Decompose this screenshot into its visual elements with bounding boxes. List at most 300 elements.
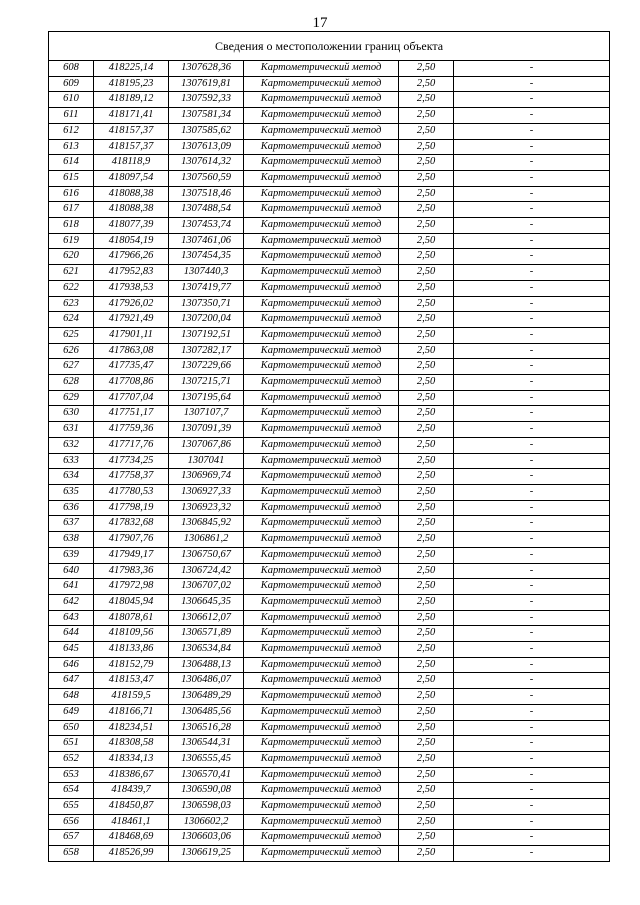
method-cell: Картометрический метод	[244, 170, 399, 186]
point-number-cell: 653	[49, 767, 94, 783]
y-coordinate-cell: 1307229,66	[169, 359, 244, 375]
y-coordinate-cell: 1307067,86	[169, 437, 244, 453]
accuracy-cell: 2,50	[399, 359, 454, 375]
table-row	[49, 155, 610, 171]
table-row	[49, 422, 610, 438]
point-number-cell: 619	[49, 233, 94, 249]
method-cell: Картометрический метод	[244, 312, 399, 328]
table-row	[49, 359, 610, 375]
method-cell: Картометрический метод	[244, 218, 399, 234]
table-row	[49, 767, 610, 783]
x-coordinate-cell: 417938,53	[94, 280, 169, 296]
table-row	[49, 202, 610, 218]
y-coordinate-cell: 1307195,64	[169, 390, 244, 406]
table-row	[49, 170, 610, 186]
y-coordinate-cell: 1306707,02	[169, 579, 244, 595]
method-cell: Картометрический метод	[244, 484, 399, 500]
table-row	[49, 642, 610, 658]
method-cell: Картометрический метод	[244, 720, 399, 736]
accuracy-cell: 2,50	[399, 233, 454, 249]
point-number-cell: 621	[49, 265, 94, 281]
table-row	[49, 516, 610, 532]
table-row	[49, 312, 610, 328]
y-coordinate-cell: 1306602,2	[169, 814, 244, 830]
method-cell: Картометрический метод	[244, 76, 399, 92]
x-coordinate-cell: 418189,12	[94, 92, 169, 108]
table-row	[49, 579, 610, 595]
table-row	[49, 186, 610, 202]
x-coordinate-cell: 418195,23	[94, 76, 169, 92]
description-cell: -	[454, 516, 610, 532]
y-coordinate-cell: 1306861,2	[169, 532, 244, 548]
y-coordinate-cell: 1306598,03	[169, 799, 244, 815]
description-cell: -	[454, 689, 610, 705]
method-cell: Картометрический метод	[244, 406, 399, 422]
description-cell: -	[454, 233, 610, 249]
method-cell: Картометрический метод	[244, 265, 399, 281]
y-coordinate-cell: 1306485,56	[169, 704, 244, 720]
accuracy-cell: 2,50	[399, 814, 454, 830]
table-row	[49, 76, 610, 92]
method-cell: Картометрический метод	[244, 61, 399, 77]
method-cell: Картометрический метод	[244, 469, 399, 485]
x-coordinate-cell: 418439,7	[94, 783, 169, 799]
point-number-cell: 609	[49, 76, 94, 92]
table-row	[49, 547, 610, 563]
point-number-cell: 655	[49, 799, 94, 815]
table-row	[49, 484, 610, 500]
description-cell: -	[454, 390, 610, 406]
y-coordinate-cell: 1307215,71	[169, 375, 244, 391]
y-coordinate-cell: 1307488,54	[169, 202, 244, 218]
accuracy-cell: 2,50	[399, 484, 454, 500]
description-cell: -	[454, 296, 610, 312]
accuracy-cell: 2,50	[399, 422, 454, 438]
x-coordinate-cell: 417921,49	[94, 312, 169, 328]
point-number-cell: 658	[49, 846, 94, 862]
point-number-cell: 633	[49, 453, 94, 469]
description-cell: -	[454, 108, 610, 124]
accuracy-cell: 2,50	[399, 704, 454, 720]
page-number: 17	[312, 15, 328, 31]
table-row	[49, 736, 610, 752]
accuracy-cell: 2,50	[399, 453, 454, 469]
x-coordinate-cell: 417972,98	[94, 579, 169, 595]
table-row	[49, 814, 610, 830]
point-number-cell: 643	[49, 610, 94, 626]
accuracy-cell: 2,50	[399, 516, 454, 532]
accuracy-cell: 2,50	[399, 657, 454, 673]
point-number-cell: 616	[49, 186, 94, 202]
point-number-cell: 610	[49, 92, 94, 108]
description-cell: -	[454, 202, 610, 218]
x-coordinate-cell: 418097,54	[94, 170, 169, 186]
x-coordinate-cell: 417952,83	[94, 265, 169, 281]
point-number-cell: 622	[49, 280, 94, 296]
table-row	[49, 375, 610, 391]
table-row	[49, 720, 610, 736]
table-row	[49, 704, 610, 720]
description-cell: -	[454, 673, 610, 689]
description-cell: -	[454, 736, 610, 752]
table-row	[49, 406, 610, 422]
point-number-cell: 649	[49, 704, 94, 720]
description-cell: -	[454, 484, 610, 500]
accuracy-cell: 2,50	[399, 170, 454, 186]
table-row	[49, 469, 610, 485]
y-coordinate-cell: 1306486,07	[169, 673, 244, 689]
method-cell: Картометрический метод	[244, 830, 399, 846]
y-coordinate-cell: 1306612,07	[169, 610, 244, 626]
x-coordinate-cell: 417717,76	[94, 437, 169, 453]
table-row	[49, 92, 610, 108]
x-coordinate-cell: 417734,25	[94, 453, 169, 469]
table-row	[49, 846, 610, 862]
point-number-cell: 630	[49, 406, 94, 422]
y-coordinate-cell: 1306927,33	[169, 484, 244, 500]
table-row	[49, 689, 610, 705]
y-coordinate-cell: 1306923,32	[169, 500, 244, 516]
table-row	[49, 830, 610, 846]
boundary-coordinates-table	[48, 31, 610, 862]
description-cell: -	[454, 437, 610, 453]
accuracy-cell: 2,50	[399, 846, 454, 862]
accuracy-cell: 2,50	[399, 626, 454, 642]
table-row	[49, 139, 610, 155]
description-cell: -	[454, 532, 610, 548]
accuracy-cell: 2,50	[399, 327, 454, 343]
method-cell: Картометрический метод	[244, 689, 399, 705]
method-cell: Картометрический метод	[244, 453, 399, 469]
accuracy-cell: 2,50	[399, 736, 454, 752]
accuracy-cell: 2,50	[399, 390, 454, 406]
description-cell: -	[454, 563, 610, 579]
x-coordinate-cell: 418308,58	[94, 736, 169, 752]
y-coordinate-cell: 1307041	[169, 453, 244, 469]
point-number-cell: 614	[49, 155, 94, 171]
y-coordinate-cell: 1307461,06	[169, 233, 244, 249]
accuracy-cell: 2,50	[399, 61, 454, 77]
method-cell: Картометрический метод	[244, 123, 399, 139]
table-row	[49, 108, 610, 124]
point-number-cell: 641	[49, 579, 94, 595]
method-cell: Картометрический метод	[244, 751, 399, 767]
description-cell: -	[454, 830, 610, 846]
method-cell: Картометрический метод	[244, 579, 399, 595]
y-coordinate-cell: 1306724,42	[169, 563, 244, 579]
description-cell: -	[454, 657, 610, 673]
point-number-cell: 646	[49, 657, 94, 673]
method-cell: Картометрический метод	[244, 343, 399, 359]
table-row	[49, 453, 610, 469]
point-number-cell: 642	[49, 594, 94, 610]
table-row	[49, 500, 610, 516]
table-row	[49, 594, 610, 610]
method-cell: Картометрический метод	[244, 280, 399, 296]
point-number-cell: 637	[49, 516, 94, 532]
method-cell: Картометрический метод	[244, 657, 399, 673]
method-cell: Картометрический метод	[244, 547, 399, 563]
y-coordinate-cell: 1306590,08	[169, 783, 244, 799]
description-cell: -	[454, 312, 610, 328]
description-cell: -	[454, 170, 610, 186]
method-cell: Картометрический метод	[244, 375, 399, 391]
accuracy-cell: 2,50	[399, 673, 454, 689]
method-cell: Картометрический метод	[244, 767, 399, 783]
point-number-cell: 624	[49, 312, 94, 328]
accuracy-cell: 2,50	[399, 312, 454, 328]
method-cell: Картометрический метод	[244, 327, 399, 343]
y-coordinate-cell: 1307585,62	[169, 123, 244, 139]
point-number-cell: 644	[49, 626, 94, 642]
table-row	[49, 280, 610, 296]
x-coordinate-cell: 418468,69	[94, 830, 169, 846]
x-coordinate-cell: 417949,17	[94, 547, 169, 563]
method-cell: Картометрический метод	[244, 814, 399, 830]
description-cell: -	[454, 751, 610, 767]
description-cell: -	[454, 814, 610, 830]
method-cell: Картометрический метод	[244, 626, 399, 642]
x-coordinate-cell: 417708,86	[94, 375, 169, 391]
y-coordinate-cell: 1306750,67	[169, 547, 244, 563]
point-number-cell: 650	[49, 720, 94, 736]
description-cell: -	[454, 343, 610, 359]
description-cell: -	[454, 327, 610, 343]
x-coordinate-cell: 417780,53	[94, 484, 169, 500]
accuracy-cell: 2,50	[399, 76, 454, 92]
point-number-cell: 638	[49, 532, 94, 548]
table-row	[49, 532, 610, 548]
description-cell: -	[454, 218, 610, 234]
method-cell: Картометрический метод	[244, 516, 399, 532]
point-number-cell: 656	[49, 814, 94, 830]
accuracy-cell: 2,50	[399, 249, 454, 265]
accuracy-cell: 2,50	[399, 123, 454, 139]
x-coordinate-cell: 418461,1	[94, 814, 169, 830]
y-coordinate-cell: 1307107,7	[169, 406, 244, 422]
table-row	[49, 673, 610, 689]
method-cell: Картометрический метод	[244, 783, 399, 799]
accuracy-cell: 2,50	[399, 689, 454, 705]
x-coordinate-cell: 417901,11	[94, 327, 169, 343]
table-row	[49, 783, 610, 799]
description-cell: -	[454, 139, 610, 155]
table-row	[49, 343, 610, 359]
table-row	[49, 61, 610, 77]
table-row	[49, 610, 610, 626]
description-cell: -	[454, 61, 610, 77]
method-cell: Картометрический метод	[244, 155, 399, 171]
x-coordinate-cell: 418159,5	[94, 689, 169, 705]
accuracy-cell: 2,50	[399, 751, 454, 767]
y-coordinate-cell: 1306489,29	[169, 689, 244, 705]
table-row	[49, 265, 610, 281]
description-cell: -	[454, 453, 610, 469]
x-coordinate-cell: 418166,71	[94, 704, 169, 720]
point-number-cell: 623	[49, 296, 94, 312]
accuracy-cell: 2,50	[399, 343, 454, 359]
method-cell: Картометрический метод	[244, 704, 399, 720]
x-coordinate-cell: 417983,36	[94, 563, 169, 579]
point-number-cell: 632	[49, 437, 94, 453]
method-cell: Картометрический метод	[244, 673, 399, 689]
method-cell: Картометрический метод	[244, 422, 399, 438]
description-cell: -	[454, 610, 610, 626]
table-row	[49, 657, 610, 673]
description-cell: -	[454, 642, 610, 658]
accuracy-cell: 2,50	[399, 375, 454, 391]
table-row	[49, 626, 610, 642]
accuracy-cell: 2,50	[399, 296, 454, 312]
point-number-cell: 629	[49, 390, 94, 406]
point-number-cell: 617	[49, 202, 94, 218]
accuracy-cell: 2,50	[399, 767, 454, 783]
accuracy-cell: 2,50	[399, 218, 454, 234]
y-coordinate-cell: 1307453,74	[169, 218, 244, 234]
table-row	[49, 751, 610, 767]
table-row	[49, 390, 610, 406]
point-number-cell: 639	[49, 547, 94, 563]
accuracy-cell: 2,50	[399, 642, 454, 658]
y-coordinate-cell: 1306534,84	[169, 642, 244, 658]
point-number-cell: 612	[49, 123, 94, 139]
point-number-cell: 635	[49, 484, 94, 500]
description-cell: -	[454, 92, 610, 108]
description-cell: -	[454, 846, 610, 862]
method-cell: Картометрический метод	[244, 799, 399, 815]
accuracy-cell: 2,50	[399, 469, 454, 485]
method-cell: Картометрический метод	[244, 186, 399, 202]
y-coordinate-cell: 1306544,31	[169, 736, 244, 752]
table-row	[49, 799, 610, 815]
y-coordinate-cell: 1307560,59	[169, 170, 244, 186]
method-cell: Картометрический метод	[244, 500, 399, 516]
accuracy-cell: 2,50	[399, 830, 454, 846]
x-coordinate-cell: 417758,37	[94, 469, 169, 485]
point-number-cell: 654	[49, 783, 94, 799]
accuracy-cell: 2,50	[399, 610, 454, 626]
y-coordinate-cell: 1306645,35	[169, 594, 244, 610]
description-cell: -	[454, 280, 610, 296]
accuracy-cell: 2,50	[399, 720, 454, 736]
y-coordinate-cell: 1306969,74	[169, 469, 244, 485]
accuracy-cell: 2,50	[399, 594, 454, 610]
x-coordinate-cell: 418171,41	[94, 108, 169, 124]
accuracy-cell: 2,50	[399, 563, 454, 579]
y-coordinate-cell: 1306571,89	[169, 626, 244, 642]
y-coordinate-cell: 1307200,04	[169, 312, 244, 328]
x-coordinate-cell: 418054,19	[94, 233, 169, 249]
x-coordinate-cell: 418088,38	[94, 202, 169, 218]
accuracy-cell: 2,50	[399, 155, 454, 171]
x-coordinate-cell: 417798,19	[94, 500, 169, 516]
x-coordinate-cell: 418109,56	[94, 626, 169, 642]
table-row	[49, 327, 610, 343]
x-coordinate-cell: 417907,76	[94, 532, 169, 548]
x-coordinate-cell: 417966,26	[94, 249, 169, 265]
x-coordinate-cell: 418450,87	[94, 799, 169, 815]
x-coordinate-cell: 418157,37	[94, 139, 169, 155]
y-coordinate-cell: 1306516,28	[169, 720, 244, 736]
accuracy-cell: 2,50	[399, 783, 454, 799]
description-cell: -	[454, 704, 610, 720]
method-cell: Картометрический метод	[244, 610, 399, 626]
y-coordinate-cell: 1306619,25	[169, 846, 244, 862]
y-coordinate-cell: 1307350,71	[169, 296, 244, 312]
description-cell: -	[454, 767, 610, 783]
x-coordinate-cell: 417735,47	[94, 359, 169, 375]
x-coordinate-cell: 417751,17	[94, 406, 169, 422]
description-cell: -	[454, 594, 610, 610]
table-row	[49, 233, 610, 249]
y-coordinate-cell: 1307628,36	[169, 61, 244, 77]
y-coordinate-cell: 1307192,51	[169, 327, 244, 343]
method-cell: Картометрический метод	[244, 359, 399, 375]
accuracy-cell: 2,50	[399, 280, 454, 296]
method-cell: Картометрический метод	[244, 92, 399, 108]
table-row	[49, 563, 610, 579]
point-number-cell: 611	[49, 108, 94, 124]
description-cell: -	[454, 469, 610, 485]
x-coordinate-cell: 417863,08	[94, 343, 169, 359]
point-number-cell: 627	[49, 359, 94, 375]
x-coordinate-cell: 418152,79	[94, 657, 169, 673]
method-cell: Картометрический метод	[244, 736, 399, 752]
accuracy-cell: 2,50	[399, 92, 454, 108]
point-number-cell: 626	[49, 343, 94, 359]
x-coordinate-cell: 418118,9	[94, 155, 169, 171]
x-coordinate-cell: 417832,68	[94, 516, 169, 532]
x-coordinate-cell: 418045,94	[94, 594, 169, 610]
y-coordinate-cell: 1307581,34	[169, 108, 244, 124]
x-coordinate-cell: 418386,67	[94, 767, 169, 783]
y-coordinate-cell: 1307419,77	[169, 280, 244, 296]
description-cell: -	[454, 626, 610, 642]
description-cell: -	[454, 375, 610, 391]
description-cell: -	[454, 500, 610, 516]
x-coordinate-cell: 418153,47	[94, 673, 169, 689]
x-coordinate-cell: 417759,36	[94, 422, 169, 438]
method-cell: Картометрический метод	[244, 532, 399, 548]
point-number-cell: 651	[49, 736, 94, 752]
description-cell: -	[454, 76, 610, 92]
method-cell: Картометрический метод	[244, 202, 399, 218]
method-cell: Картометрический метод	[244, 594, 399, 610]
point-number-cell: 652	[49, 751, 94, 767]
x-coordinate-cell: 418133,86	[94, 642, 169, 658]
accuracy-cell: 2,50	[399, 532, 454, 548]
x-coordinate-cell: 417926,02	[94, 296, 169, 312]
table-row	[49, 296, 610, 312]
accuracy-cell: 2,50	[399, 547, 454, 563]
point-number-cell: 613	[49, 139, 94, 155]
x-coordinate-cell: 418078,61	[94, 610, 169, 626]
description-cell: -	[454, 720, 610, 736]
table-row	[49, 437, 610, 453]
point-number-cell: 625	[49, 327, 94, 343]
point-number-cell: 608	[49, 61, 94, 77]
y-coordinate-cell: 1306570,41	[169, 767, 244, 783]
x-coordinate-cell: 418077,39	[94, 218, 169, 234]
accuracy-cell: 2,50	[399, 406, 454, 422]
point-number-cell: 620	[49, 249, 94, 265]
method-cell: Картометрический метод	[244, 642, 399, 658]
accuracy-cell: 2,50	[399, 265, 454, 281]
point-number-cell: 648	[49, 689, 94, 705]
table-title: Сведения о местоположении границ объекта	[49, 32, 610, 61]
x-coordinate-cell: 418334,13	[94, 751, 169, 767]
y-coordinate-cell: 1307613,09	[169, 139, 244, 155]
